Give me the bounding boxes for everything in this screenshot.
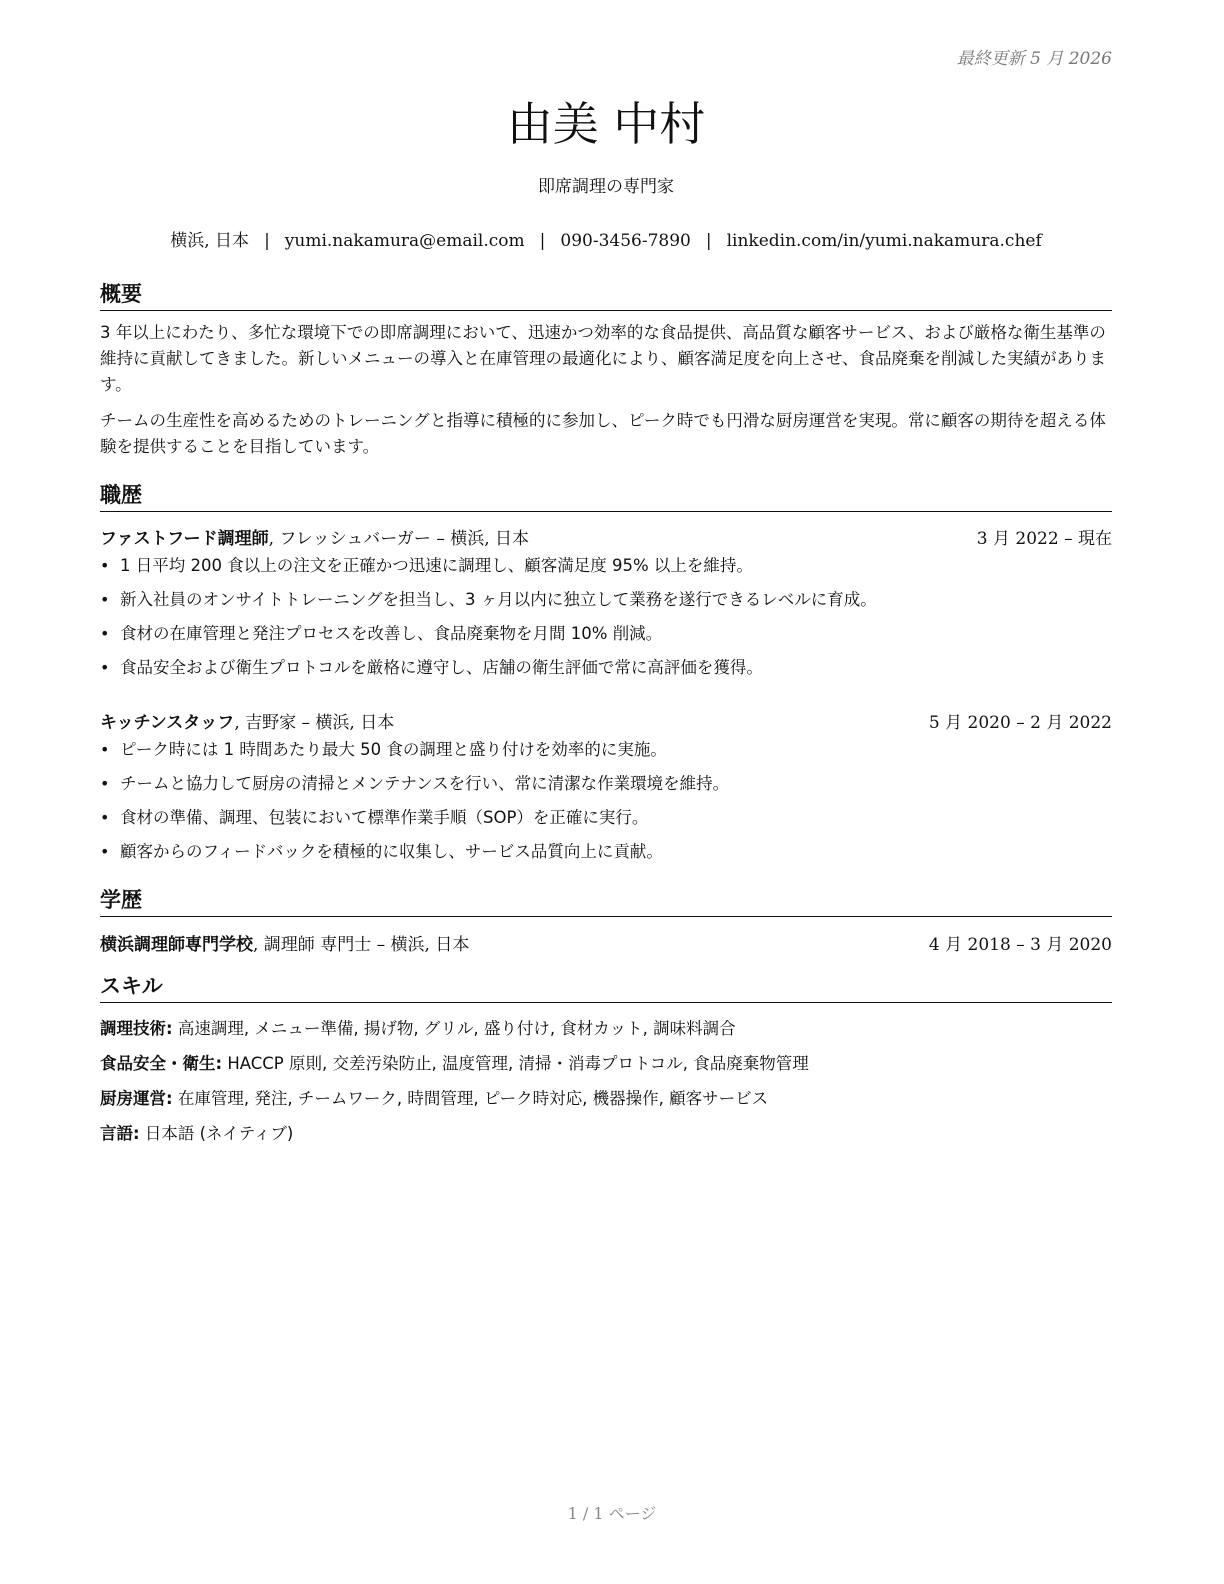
job-bullet [100, 737, 1112, 771]
skill-label: 言語: [100, 1124, 140, 1143]
education-detail: , 調理師 専門士 – 横浜, 日本 [253, 935, 470, 955]
contact-email[interactable]: yumi.nakamura@email.com [284, 231, 525, 251]
job-bullet-text: 食材の準備、調理、包装において標準作業手順（SOP）を正確に実行。 [120, 808, 649, 827]
job-bullet [100, 587, 1112, 621]
contact-separator: | [705, 231, 712, 251]
contact-linkedin[interactable]: linkedin.com/in/yumi.nakamura.chef [726, 231, 1042, 251]
summary-paragraph-1: 3 年以上にわたり、多忙な環境下での即席調理において、迅速かつ効率的な食品提供、高品質な顧客サービス、および厳格な衛生基準の維持に貢献してきました。新しいメニューの導入と在庫管理の最適化により、顧客満足度を向上させ、食品廃棄を削減した実績があります。 [100, 323, 1107, 394]
summary-heading: 概要 [100, 278, 1112, 311]
job-bullet [100, 805, 1112, 839]
job-bullet-text: 1 日平均 200 食以上の注文を正確かつ迅速に調理し、顧客満足度 95% 以上を維持。 [120, 556, 753, 575]
job-bullet-text: チームと協力して厨房の清掃とメンテナンスを行い、常に清潔な作業環境を維持。 [120, 774, 730, 793]
bullet-marker: • [100, 808, 110, 827]
job-header [100, 708, 1112, 733]
bullet-marker: • [100, 658, 110, 677]
contact-separator: | [264, 231, 270, 251]
job-dates: 3 月 2022 – 現在 [976, 529, 1112, 549]
last-updated: 最終更新 5 月 2026 [956, 49, 1112, 69]
job-bullet-text: 食材の在庫管理と発注プロセスを改善し、食品廃棄物を月間 10% 削減。 [120, 624, 663, 643]
job-company: , 吉野家 – 横浜, 日本 [234, 713, 395, 733]
skill-row [100, 1050, 1112, 1074]
job-bullet [100, 839, 1112, 873]
contact-phone[interactable]: 090-3456-7890 [560, 231, 691, 251]
job-company: , フレッシュバーガー – 横浜, 日本 [268, 529, 530, 549]
skill-row [100, 1015, 1112, 1039]
skill-value: 日本語 (ネイティブ) [139, 1124, 294, 1143]
skill-value: 在庫管理, 発注, チームワーク, 時間管理, ピーク時対応, 機器操作, 顧客サービス [172, 1089, 769, 1108]
bullet-marker: • [100, 740, 110, 759]
job-bullet [100, 655, 1112, 689]
contact-line [100, 226, 1112, 251]
job-bullet-text: 食品安全および衛生プロトコルを厳格に遵守し、店舗の衛生評価で常に高評価を獲得。 [120, 658, 763, 677]
job-bullet [100, 553, 1112, 587]
job-bullets [100, 737, 1112, 873]
education-heading: 学歴 [100, 884, 1112, 917]
job-role: キッチンスタッフ [100, 713, 235, 733]
job-header [100, 524, 1112, 549]
education-entry [100, 930, 1112, 955]
skill-label: 調理技術: [100, 1019, 173, 1038]
skill-label: 厨房運営: [100, 1089, 173, 1108]
job-bullet [100, 771, 1112, 805]
bullet-marker: • [100, 556, 110, 575]
contact-separator: | [539, 231, 546, 251]
school-name: 横浜調理師専門学校 [100, 935, 253, 955]
skill-row [100, 1120, 1112, 1144]
job-bullet-text: 新入社員のオンサイトトレーニングを担当し、3 ヶ月以内に独立して業務を遂行できるレベルに育成。 [120, 590, 877, 609]
skill-row [100, 1085, 1112, 1109]
job-role: ファストフード調理師 [100, 529, 269, 549]
bullet-marker: • [100, 624, 110, 643]
page-number: 1 / 1 ページ [567, 1504, 657, 1523]
candidate-title: 即席調理の専門家 [538, 177, 674, 197]
skill-value: HACCP 原則, 交差汚染防止, 温度管理, 清掃・消毒プロトコル, 食品廃棄物管理 [222, 1054, 809, 1073]
education-dates: 4 月 2018 – 3 月 2020 [928, 935, 1112, 955]
job-dates: 5 月 2020 – 2 月 2022 [928, 713, 1112, 733]
candidate-name: 由美 中村 [506, 97, 706, 151]
bullet-marker: • [100, 590, 110, 609]
skill-value: 高速調理, メニュー準備, 揚げ物, グリル, 盛り付け, 食材カット, 調味料調合 [172, 1019, 736, 1038]
skill-label: 食品安全・衛生: [100, 1054, 223, 1073]
bullet-marker: • [100, 774, 110, 793]
bullet-marker: • [100, 842, 110, 861]
job-bullet-text: ピーク時には 1 時間あたり最大 50 食の調理と盛り付けを効率的に実施。 [120, 740, 667, 759]
skills-heading: スキル [100, 970, 1112, 1003]
experience-heading: 職歴 [100, 479, 1112, 512]
job-bullet-text: 顧客からのフィードバックを積極的に収集し、サービス品質向上に貢献。 [120, 842, 663, 861]
contact-location: 横浜, 日本 [170, 231, 250, 251]
summary-paragraph-2: チームの生産性を高めるためのトレーニングと指導に積極的に参加し、ピーク時でも円滑な厨房運営を実現。常に顧客の期待を超える体験を提供することを目指しています。 [100, 411, 1106, 456]
job-bullets [100, 553, 1112, 689]
job-bullet [100, 621, 1112, 655]
